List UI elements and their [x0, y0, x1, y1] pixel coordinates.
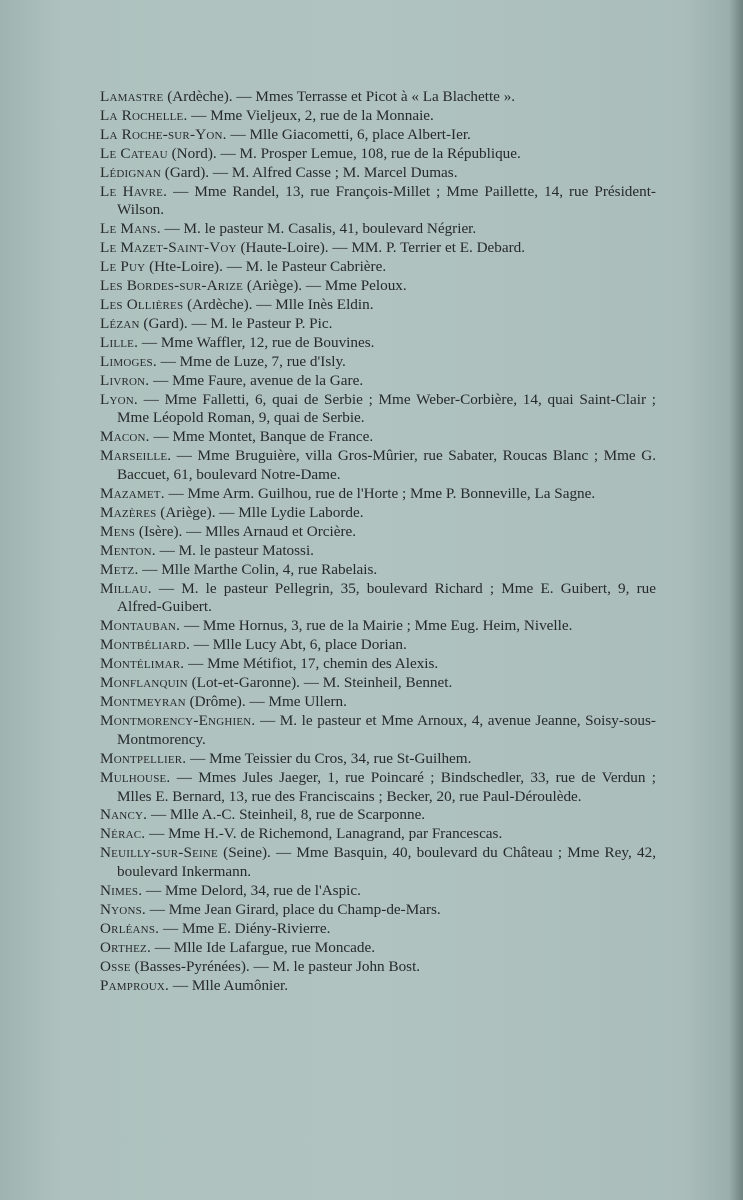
- entry-details: — Mme Faure, avenue de la Gare.: [149, 371, 364, 389]
- place-name: Lille.: [100, 333, 139, 351]
- address-entry: [100, 88, 656, 107]
- address-entry: [100, 844, 656, 882]
- address-entry: [100, 296, 656, 315]
- place-name: La Rochelle.: [100, 106, 188, 124]
- address-entry: [100, 428, 656, 447]
- entry-details: — M. le pasteur Pellegrin, 35, boulevard Richard ; Mme E. Guibert, 9, rue Alfred-Guibert.: [117, 579, 656, 616]
- place-name: Montmeyran: [100, 693, 186, 710]
- address-entry: [100, 258, 656, 277]
- place-name: Nancy.: [100, 806, 148, 824]
- place-name: Lézan: [100, 314, 140, 332]
- address-entry: [100, 712, 656, 750]
- address-entry: [100, 220, 656, 239]
- place-name: Mulhouse.: [100, 768, 171, 786]
- entry-details: — Mme Delord, 34, rue de l'Aspic.: [142, 882, 361, 900]
- place-name: Mens: [100, 522, 136, 540]
- entry-details: (Ariège). — Mme Peloux.: [243, 277, 407, 295]
- place-name: Le Havre.: [100, 182, 168, 200]
- place-name: Nyons.: [100, 900, 146, 918]
- entry-details: — Mme Arm. Guilhou, rue de l'Horte ; Mme P. Bonneville, La Sagne.: [164, 485, 596, 503]
- address-entry: [100, 750, 656, 769]
- place-name: Orléans.: [100, 919, 160, 937]
- address-entry: [100, 107, 656, 126]
- entry-details: — Mme Bruguière, villa Gros-Mûrier, rue Sabater, Roucas Blanc ; Mme G. Baccuet, 61, boulevard Notre-Dame.: [117, 447, 656, 484]
- entry-details: — Mme Teissier du Cros, 34, rue St-Guilhem.: [186, 749, 472, 767]
- address-entry: [100, 523, 656, 542]
- place-name: Le Mans.: [100, 220, 161, 238]
- place-name: Le Puy: [100, 258, 146, 276]
- address-entry: [100, 145, 656, 164]
- entry-details: — Mlle Lucy Abt, 6, place Dorian.: [189, 636, 407, 654]
- address-entry: [100, 882, 656, 901]
- entry-details: — Mme Jean Girard, place du Champ-de-Mars.: [145, 900, 441, 918]
- place-name: Les Ollières: [100, 295, 184, 313]
- place-name: Metz.: [100, 560, 139, 578]
- entry-details: (Ariège). — Mlle Lydie Laborde.: [156, 503, 364, 521]
- place-name: Limoges.: [100, 352, 157, 370]
- place-name: Montmorency-Enghien.: [100, 711, 256, 729]
- address-entry: [100, 939, 656, 958]
- entry-details: — Mme de Luze, 7, rue d'Isly.: [156, 352, 346, 370]
- entry-details: (Ardèche). — Mlle Inès Eldin.: [183, 295, 374, 313]
- place-name: Montbéliard.: [100, 636, 190, 654]
- place-name: Neuilly-sur-Seine: [100, 844, 218, 862]
- place-name: Menton.: [100, 541, 156, 559]
- place-name: Millau.: [100, 579, 152, 597]
- place-name: Lédignan: [100, 163, 161, 181]
- entry-details: — Mme H.-V. de Richemond, Lanagrand, par Francescas.: [145, 825, 503, 843]
- entry-details: (Basses-Pyrénées). — M. le pasteur John Bost.: [130, 957, 421, 975]
- address-entry: [100, 542, 656, 561]
- entry-details: — Mme Randel, 13, rue François-Millet ; Mme Paillette, 14, rue Président-Wilson.: [117, 182, 656, 219]
- entry-details: (Seine). — Mme Basquin, 40, boulevard du Château ; Mme Rey, 42, boulevard Inkermann.: [117, 844, 656, 881]
- place-name: Nimes.: [100, 882, 143, 900]
- entry-details: (Gard). — M. Alfred Casse ; M. Marcel Dumas.: [160, 163, 458, 181]
- address-entry: [100, 769, 656, 807]
- entry-details: (Lot-et-Garonne). — M. Steinheil, Bennet.: [187, 674, 453, 692]
- address-entry: [100, 315, 656, 334]
- entry-details: (Ardèche). — Mmes Terrasse et Picot à « La Blachette ».: [163, 88, 516, 105]
- entry-details: — Mme Montet, Banque de France.: [149, 428, 374, 446]
- place-name: Mazamet.: [100, 485, 165, 503]
- entry-details: (Isère). — Mlles Arnaud et Orcière.: [135, 522, 357, 540]
- address-entry: [100, 277, 656, 296]
- address-entry: [100, 674, 656, 693]
- place-name: Montpellier.: [100, 749, 187, 767]
- place-name: Lyon.: [100, 390, 138, 408]
- place-name: Nérac.: [100, 825, 146, 843]
- place-name: Le Mazet-Saint-Voy: [100, 239, 237, 257]
- address-entry: [100, 617, 656, 636]
- entry-details: (Haute-Loire). — MM. P. Terrier et E. Debard.: [236, 239, 526, 257]
- entry-details: — M. le pasteur Matossi.: [155, 541, 314, 559]
- place-name: Montauban.: [100, 617, 181, 635]
- address-entry: [100, 977, 656, 996]
- address-entry: [100, 920, 656, 939]
- address-entry: [100, 655, 656, 674]
- address-entry: [100, 636, 656, 655]
- entry-details: — Mme Métifiot, 17, chemin des Alexis.: [184, 655, 439, 673]
- place-name: Lamastre: [100, 88, 164, 105]
- address-entry: [100, 693, 656, 712]
- place-name: Monflanquin: [100, 674, 188, 692]
- place-name: Osse: [100, 957, 131, 975]
- place-name: Mazères: [100, 503, 157, 521]
- address-entry: [100, 391, 656, 429]
- address-entry: [100, 561, 656, 580]
- entry-details: — Mme Falletti, 6, quai de Serbie ; Mme Weber-Corbière, 14, quai Saint-Clair ; Mme Léopold Roman, 9, quai de Serbie.: [117, 390, 656, 427]
- address-entry: [100, 825, 656, 844]
- place-name: Montélimar.: [100, 655, 185, 673]
- entry-details: — Mlle Giacometti, 6, place Albert-Ier.: [226, 125, 471, 143]
- entry-details: — Mlle Marthe Colin, 4, rue Rabelais.: [138, 560, 378, 578]
- entry-details: (Hte-Loire). — M. le Pasteur Cabrière.: [145, 258, 387, 276]
- entry-details: — M. le pasteur et Mme Arnoux, 4, avenue Jeanne, Soisy-sous-Montmorency.: [117, 711, 656, 748]
- place-name: Pamproux.: [100, 976, 170, 994]
- address-entry: [100, 334, 656, 353]
- address-entry: [100, 164, 656, 183]
- address-entry: [100, 447, 656, 485]
- entry-details: — Mme Waffler, 12, rue de Bouvines.: [138, 333, 375, 351]
- entry-details: — M. le pasteur M. Casalis, 41, boulevard Négrier.: [160, 220, 477, 238]
- entry-details: — Mme E. Diény-Rivierre.: [159, 919, 331, 937]
- address-entry: [100, 239, 656, 258]
- address-entry: [100, 504, 656, 523]
- address-entry: [100, 580, 656, 618]
- address-entry: [100, 901, 656, 920]
- page-edge-shadow: [729, 0, 743, 1200]
- address-entry: [100, 806, 656, 825]
- place-name: La Roche-sur-Yon.: [100, 125, 227, 143]
- entry-details: (Gard). — M. le Pasteur P. Pic.: [139, 314, 333, 332]
- address-list: [100, 88, 656, 996]
- entry-details: — Mmes Jules Jaeger, 1, rue Poincaré ; Bindschedler, 33, rue de Verdun ; Mlles E. Bernard, 13, rue des Franciscains ; Becker, 20, rue Paul-Déroulède.: [117, 768, 656, 805]
- entry-details: (Nord). — M. Prosper Lemue, 108, rue de la République.: [167, 144, 521, 162]
- address-entry: [100, 183, 656, 221]
- entry-details: — Mme Hornus, 3, rue de la Mairie ; Mme Eug. Heim, Nivelle.: [180, 617, 573, 635]
- address-entry: [100, 353, 656, 372]
- place-name: Livron.: [100, 371, 150, 389]
- entry-details: — Mlle Aumônier.: [169, 976, 289, 994]
- place-name: Orthez.: [100, 938, 151, 956]
- address-entry: [100, 372, 656, 391]
- place-name: Macon.: [100, 428, 150, 446]
- entry-details: (Drôme). — Mme Ullern.: [185, 693, 347, 710]
- entry-details: — Mlle Ide Lafargue, rue Moncade.: [150, 938, 376, 956]
- address-entry: [100, 958, 656, 977]
- place-name: Le Cateau: [100, 144, 168, 162]
- entry-details: — Mlle A.-C. Steinheil, 8, rue de Scarponne.: [147, 806, 426, 824]
- place-name: Marseille.: [100, 447, 172, 465]
- entry-details: — Mme Vieljeux, 2, rue de la Monnaie.: [187, 106, 434, 124]
- place-name: Les Bordes-sur-Arize: [100, 277, 244, 295]
- address-entry: [100, 485, 656, 504]
- address-entry: [100, 126, 656, 145]
